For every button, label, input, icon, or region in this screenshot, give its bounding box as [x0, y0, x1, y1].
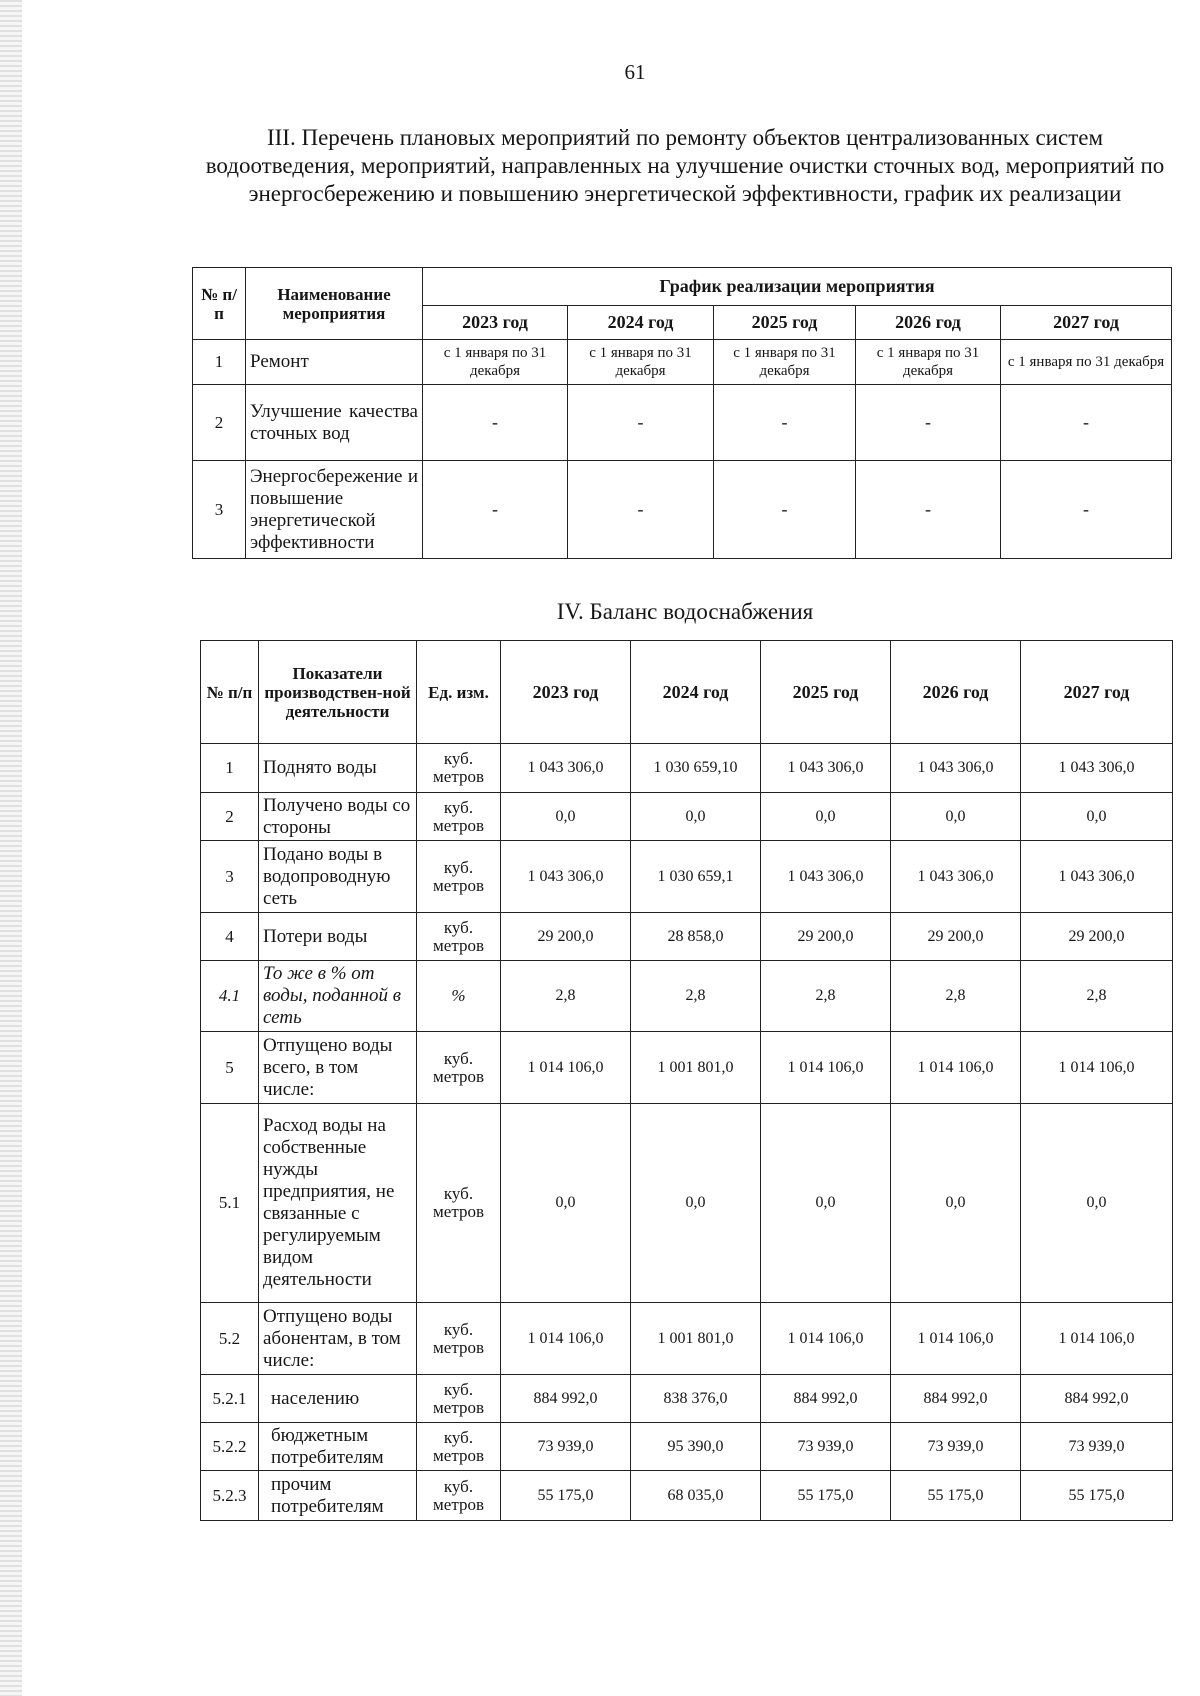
value-cell: 1 014 106,0 [1021, 1032, 1173, 1104]
table-row [201, 793, 1173, 841]
table-row [201, 1471, 1173, 1521]
schedule-cell: - [568, 385, 714, 461]
value-cell: 73 939,0 [1021, 1423, 1173, 1471]
value-cell: 1 014 106,0 [761, 1303, 891, 1375]
header-year: 2026 год [891, 641, 1021, 744]
schedule-cell: - [856, 461, 1001, 559]
value-cell: 55 175,0 [1021, 1471, 1173, 1521]
row-num: 5.1 [201, 1104, 259, 1303]
value-cell: 29 200,0 [1021, 913, 1173, 961]
schedule-cell: - [856, 385, 1001, 461]
row-num: 5.2 [201, 1303, 259, 1375]
indicator-name: Расход воды на собственные нужды предприятия, не связанные с регулируемым видом деятельности [259, 1104, 417, 1303]
schedule-cell: с 1 января по 31 декабря [568, 340, 714, 385]
header-year: 2023 год [501, 641, 631, 744]
value-cell: 884 992,0 [501, 1375, 631, 1423]
water-balance-table [200, 640, 1173, 1521]
row-num: 2 [193, 385, 246, 461]
schedule-cell: - [714, 385, 856, 461]
value-cell: 2,8 [891, 961, 1021, 1032]
header-num: № п/п [201, 641, 259, 744]
value-cell: 0,0 [501, 793, 631, 841]
value-cell: 1 030 659,10 [631, 744, 761, 793]
table-row [201, 961, 1173, 1032]
schedule-cell: - [423, 385, 568, 461]
value-cell: 29 200,0 [891, 913, 1021, 961]
value-cell: 0,0 [631, 1104, 761, 1303]
value-cell: 0,0 [501, 1104, 631, 1303]
header-year: 2027 год [1021, 641, 1173, 744]
scan-edge-artifact [0, 0, 22, 1696]
value-cell: 884 992,0 [1021, 1375, 1173, 1423]
indicator-name: Потери воды [259, 913, 417, 961]
table-row [201, 1032, 1173, 1104]
unit-cell: % [417, 961, 501, 1032]
schedule-cell: с 1 января по 31 декабря [423, 340, 568, 385]
unit-cell: куб. метров [417, 1375, 501, 1423]
header-year: 2024 год [631, 641, 761, 744]
row-num: 4.1 [201, 961, 259, 1032]
schedule-cell: - [423, 461, 568, 559]
value-cell: 73 939,0 [891, 1423, 1021, 1471]
unit-cell: куб. метров [417, 1032, 501, 1104]
row-num: 5 [201, 1032, 259, 1104]
section-3-title: III. Перечень плановых мероприятий по ремонту объектов централизованных систем водоотведения, мероприятий, направленных на улучшение очистки сточных вод, мероприятий по энергосбережению и повышению энергетической эффективности, график их реализации [205, 125, 1165, 206]
unit-cell: куб. метров [417, 1423, 501, 1471]
indicator-name: Поднято воды [259, 744, 417, 793]
value-cell: 1 030 659,1 [631, 841, 761, 913]
value-cell: 29 200,0 [501, 913, 631, 961]
row-num: 3 [201, 841, 259, 913]
value-cell: 0,0 [1021, 793, 1173, 841]
unit-cell: куб. метров [417, 1471, 501, 1521]
value-cell: 29 200,0 [761, 913, 891, 961]
value-cell: 1 043 306,0 [501, 841, 631, 913]
value-cell: 0,0 [761, 1104, 891, 1303]
value-cell: 1 014 106,0 [761, 1032, 891, 1104]
value-cell: 1 014 106,0 [891, 1032, 1021, 1104]
indicator-name: Получено воды со стороны [259, 793, 417, 841]
unit-cell: куб. метров [417, 744, 501, 793]
activity-name: Ремонт [246, 340, 423, 385]
value-cell: 1 043 306,0 [761, 744, 891, 793]
table-row [201, 1104, 1173, 1303]
value-cell: 0,0 [631, 793, 761, 841]
value-cell: 55 175,0 [761, 1471, 891, 1521]
value-cell: 884 992,0 [761, 1375, 891, 1423]
unit-cell: куб. метров [417, 913, 501, 961]
value-cell: 73 939,0 [761, 1423, 891, 1471]
row-num: 1 [201, 744, 259, 793]
value-cell: 2,8 [761, 961, 891, 1032]
value-cell: 1 014 106,0 [891, 1303, 1021, 1375]
row-num: 2 [201, 793, 259, 841]
value-cell: 838 376,0 [631, 1375, 761, 1423]
value-cell: 0,0 [891, 793, 1021, 841]
activity-name: Энергосбережение и повышение энергетической эффективности [246, 461, 423, 559]
value-cell: 28 858,0 [631, 913, 761, 961]
row-num: 5.2.3 [201, 1471, 259, 1521]
schedule-cell: - [568, 461, 714, 559]
value-cell: 1 043 306,0 [1021, 744, 1173, 793]
row-num: 4 [201, 913, 259, 961]
table-row [201, 913, 1173, 961]
header-activity-name: Наименование мероприятия [246, 268, 423, 340]
value-cell: 55 175,0 [501, 1471, 631, 1521]
value-cell: 0,0 [761, 793, 891, 841]
table-row [201, 1303, 1173, 1375]
value-cell: 1 014 106,0 [1021, 1303, 1173, 1375]
value-cell: 1 043 306,0 [1021, 841, 1173, 913]
row-num: 1 [193, 340, 246, 385]
schedule-cell: - [1001, 385, 1172, 461]
activity-name: Улучшение качества сточных вод [246, 385, 423, 461]
value-cell: 884 992,0 [891, 1375, 1021, 1423]
schedule-cell: с 1 января по 31 декабря [1001, 340, 1172, 385]
value-cell: 1 014 106,0 [501, 1032, 631, 1104]
value-cell: 1 043 306,0 [501, 744, 631, 793]
indicator-name: прочим потребителям [259, 1471, 417, 1521]
value-cell: 2,8 [631, 961, 761, 1032]
value-cell: 1 001 801,0 [631, 1032, 761, 1104]
schedule-cell: с 1 января по 31 декабря [856, 340, 1001, 385]
indicator-name: Подано воды в водопроводную сеть [259, 841, 417, 913]
header-year: 2023 год [423, 306, 568, 340]
header-year: 2027 год [1001, 306, 1172, 340]
table-row [201, 1375, 1173, 1423]
unit-cell: куб. метров [417, 841, 501, 913]
value-cell: 2,8 [501, 961, 631, 1032]
header-year: 2026 год [856, 306, 1001, 340]
table-row [201, 744, 1173, 793]
header-year: 2025 год [761, 641, 891, 744]
unit-cell: куб. метров [417, 1303, 501, 1375]
header-year: 2024 год [568, 306, 714, 340]
value-cell: 1 043 306,0 [891, 841, 1021, 913]
value-cell: 68 035,0 [631, 1471, 761, 1521]
value-cell: 2,8 [1021, 961, 1173, 1032]
value-cell: 1 001 801,0 [631, 1303, 761, 1375]
value-cell: 0,0 [1021, 1104, 1173, 1303]
header-year: 2025 год [714, 306, 856, 340]
table-row [193, 340, 1172, 385]
indicator-name: То же в % от воды, поданной в сеть [259, 961, 417, 1032]
header-num: № п/п [193, 268, 246, 340]
schedule-cell: - [1001, 461, 1172, 559]
schedule-cell: - [714, 461, 856, 559]
indicator-name: Отпущено воды всего, в том числе: [259, 1032, 417, 1104]
header-indicator: Показатели производствен-ной деятельности [259, 641, 417, 744]
schedule-table [192, 267, 1172, 559]
value-cell: 73 939,0 [501, 1423, 631, 1471]
table-row [201, 1423, 1173, 1471]
value-cell: 1 014 106,0 [501, 1303, 631, 1375]
indicator-name: бюджетным потребителям [259, 1423, 417, 1471]
indicator-name: Отпущено воды абонентам, в том числе: [259, 1303, 417, 1375]
value-cell: 95 390,0 [631, 1423, 761, 1471]
row-num: 3 [193, 461, 246, 559]
header-unit: Ед. изм. [417, 641, 501, 744]
value-cell: 0,0 [891, 1104, 1021, 1303]
value-cell: 1 043 306,0 [761, 841, 891, 913]
header-schedule: График реализации мероприятия [423, 268, 1172, 306]
indicator-name: населению [259, 1375, 417, 1423]
section-4-title: IV. Баланс водоснабжения [556, 599, 814, 624]
unit-cell: куб. метров [417, 793, 501, 841]
unit-cell: куб. метров [417, 1104, 501, 1303]
value-cell: 1 043 306,0 [891, 744, 1021, 793]
row-num: 5.2.2 [201, 1423, 259, 1471]
row-num: 5.2.1 [201, 1375, 259, 1423]
value-cell: 55 175,0 [891, 1471, 1021, 1521]
schedule-cell: с 1 января по 31 декабря [714, 340, 856, 385]
table-row [201, 841, 1173, 913]
table-row [193, 461, 1172, 559]
table-row [193, 385, 1172, 461]
page-number: 61 [624, 60, 646, 84]
